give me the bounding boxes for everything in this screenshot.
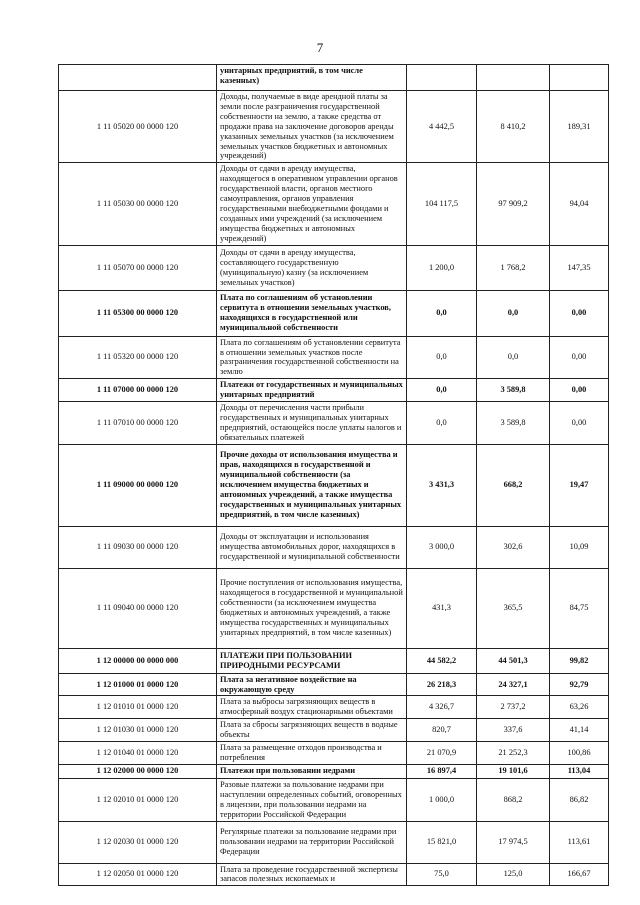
table-row (59, 290, 609, 336)
row-code: 1 12 02000 00 0000 120 (59, 764, 217, 778)
row-plan-value: 21 070,9 (407, 742, 477, 765)
row-plan-value (407, 65, 477, 91)
table-row (59, 402, 609, 445)
table-row (59, 719, 609, 742)
table-row (59, 764, 609, 778)
row-code: 1 12 01040 01 0000 120 (59, 742, 217, 765)
row-name: Доходы, получаемые в виде арендной платы за земли после разграничения государственной собственности на землю, а также средства от продажи права на заключение договоров аренды указанных земельных участков (за исключением земельных участков бюджетных и автономных учреждений) (217, 91, 407, 163)
row-name: Плата за проведение государственной экспертизы запасов полезных ископаемых и (217, 863, 407, 886)
row-fact-value: 337,6 (477, 719, 550, 742)
row-name: унитарных предприятий, в том числе казенных) (217, 65, 407, 91)
row-name: Плата по соглашениям об установлении сервитута в отношении земельных участков, находящихся в государственной или муниципальной собственности (217, 290, 407, 336)
table-row (59, 336, 609, 379)
row-fact-value: 17 974,5 (477, 821, 550, 863)
row-fact-value: 1 768,2 (477, 245, 550, 290)
row-name: ПЛАТЕЖИ ПРИ ПОЛЬЗОВАНИИ ПРИРОДНЫМИ РЕСУРСАМИ (217, 648, 407, 673)
row-code: 1 12 02030 01 0000 120 (59, 821, 217, 863)
table-row (59, 821, 609, 863)
row-percent: 94,04 (550, 163, 609, 245)
row-code: 1 12 01030 01 0000 120 (59, 719, 217, 742)
row-percent: 113,61 (550, 821, 609, 863)
row-percent: 0,00 (550, 402, 609, 445)
row-plan-value: 16 897,4 (407, 764, 477, 778)
row-plan-value: 0,0 (407, 336, 477, 379)
row-plan-value: 1 000,0 (407, 778, 477, 821)
row-percent: 189,31 (550, 91, 609, 163)
row-fact-value: 3 589,8 (477, 402, 550, 445)
row-code: 1 12 02050 01 0000 120 (59, 863, 217, 886)
row-name: Плата за негативное воздействие на окружающую среду (217, 673, 407, 696)
row-code: 1 12 00000 00 0000 000 (59, 648, 217, 673)
row-plan-value: 4 442,5 (407, 91, 477, 163)
row-fact-value: 44 501,3 (477, 648, 550, 673)
row-plan-value: 431,3 (407, 568, 477, 648)
row-plan-value: 820,7 (407, 719, 477, 742)
row-name: Доходы от перечисления части прибыли государственных и муниципальных унитарных предприятий, остающейся после уплаты налогов и обязательных платежей (217, 402, 407, 445)
row-percent: 41,14 (550, 719, 609, 742)
row-plan-value: 0,0 (407, 290, 477, 336)
row-plan-value: 75,0 (407, 863, 477, 886)
row-percent (550, 65, 609, 91)
revenue-table-body (59, 65, 609, 886)
row-code: 1 12 01010 01 0000 120 (59, 696, 217, 719)
row-fact-value: 365,5 (477, 568, 550, 648)
row-code: 1 11 09000 00 0000 120 (59, 444, 217, 526)
row-percent: 0,00 (550, 379, 609, 402)
table-row (59, 91, 609, 163)
row-name: Разовые платежи за пользование недрами при наступлении определенных событий, оговоренных в лицензии, при пользовании недрами на территории Российской Федерации (217, 778, 407, 821)
table-row (59, 742, 609, 765)
row-percent: 147,35 (550, 245, 609, 290)
row-name: Платежи от государственных и муниципальных унитарных предприятий (217, 379, 407, 402)
row-percent: 166,67 (550, 863, 609, 886)
row-name: Прочие доходы от использования имущества и прав, находящихся в государственной и муниципальной собственности (за исключением имущества бюджетных и автономных учреждений, а также имущества государственных и муниципальных унитарных предприятий, в том числе казенных) (217, 444, 407, 526)
row-fact-value: 21 252,3 (477, 742, 550, 765)
row-name: Плата за размещение отходов производства и потребления (217, 742, 407, 765)
row-code: 1 11 05320 00 0000 120 (59, 336, 217, 379)
row-fact-value: 97 909,2 (477, 163, 550, 245)
row-percent: 100,86 (550, 742, 609, 765)
row-name: Доходы от эксплуатации и использования имущества автомобильных дорог, находящихся в государственной и муниципальной собственности (217, 526, 407, 568)
row-percent: 63,26 (550, 696, 609, 719)
page-number: 7 (316, 40, 324, 55)
row-plan-value: 104 117,5 (407, 163, 477, 245)
row-fact-value (477, 65, 550, 91)
row-name: Регулярные платежи за пользование недрами при пользовании недрами на территории Российской Федерации (217, 821, 407, 863)
row-plan-value: 0,0 (407, 402, 477, 445)
row-percent: 113,04 (550, 764, 609, 778)
row-fact-value: 125,0 (477, 863, 550, 886)
table-row (59, 778, 609, 821)
row-percent: 19,47 (550, 444, 609, 526)
row-code: 1 11 05030 00 0000 120 (59, 163, 217, 245)
table-row (59, 379, 609, 402)
table-row (59, 65, 609, 91)
table-row (59, 444, 609, 526)
table-row (59, 568, 609, 648)
row-name: Прочие поступления от использования имущества, находящегося в государственной и муниципальной собственности (за исключением имущества бюджетных и автономных учреждений, а также имущества государственных и муниципальных унитарных предприятий, в том числе казенных) (217, 568, 407, 648)
row-percent: 10,09 (550, 526, 609, 568)
row-code: 1 11 05300 00 0000 120 (59, 290, 217, 336)
row-code: 1 12 02010 01 0000 120 (59, 778, 217, 821)
row-percent: 84,75 (550, 568, 609, 648)
row-name: Плата за выбросы загрязняющих веществ в атмосферный воздух стационарными объектами (217, 696, 407, 719)
row-fact-value: 8 410,2 (477, 91, 550, 163)
row-fact-value: 302,6 (477, 526, 550, 568)
row-code: 1 11 05020 00 0000 120 (59, 91, 217, 163)
row-fact-value: 24 327,1 (477, 673, 550, 696)
row-name: Платежи при пользовании недрами (217, 764, 407, 778)
row-name: Доходы от сдачи в аренду имущества, находящегося в оперативном управлении органов государственной власти, органов местного самоуправления, органов управления государственными внебюджетными фондами и созданных ими учреждений (за исключением имущества бюджетных и автономных учреждений) (217, 163, 407, 245)
row-plan-value: 44 582,2 (407, 648, 477, 673)
row-fact-value: 668,2 (477, 444, 550, 526)
row-fact-value: 2 737,2 (477, 696, 550, 719)
row-fact-value: 0,0 (477, 290, 550, 336)
table-row (59, 526, 609, 568)
row-percent: 86,82 (550, 778, 609, 821)
row-percent: 0,00 (550, 290, 609, 336)
row-fact-value: 19 101,6 (477, 764, 550, 778)
row-plan-value: 0,0 (407, 379, 477, 402)
table-row (59, 245, 609, 290)
row-code: 1 11 05070 00 0000 120 (59, 245, 217, 290)
row-plan-value: 3 000,0 (407, 526, 477, 568)
row-plan-value: 26 218,3 (407, 673, 477, 696)
row-plan-value: 1 200,0 (407, 245, 477, 290)
row-fact-value: 0,0 (477, 336, 550, 379)
row-percent: 92,79 (550, 673, 609, 696)
table-row (59, 648, 609, 673)
row-code: 1 11 07010 00 0000 120 (59, 402, 217, 445)
row-code: 1 11 07000 00 0000 120 (59, 379, 217, 402)
row-fact-value: 868,2 (477, 778, 550, 821)
row-percent: 99,82 (550, 648, 609, 673)
row-plan-value: 15 821,0 (407, 821, 477, 863)
row-name: Плата за сбросы загрязняющих веществ в водные объекты (217, 719, 407, 742)
row-name: Доходы от сдачи в аренду имущества, составляющего государственную (муниципальную) казну (за исключением земельных участков) (217, 245, 407, 290)
row-plan-value: 3 431,3 (407, 444, 477, 526)
table-row (59, 696, 609, 719)
row-name: Плата по соглашениям об установлении сервитута в отношении земельных участков после разграничения государственной собственности на землю (217, 336, 407, 379)
table-row (59, 863, 609, 886)
row-percent: 0,00 (550, 336, 609, 379)
revenue-table (58, 64, 609, 886)
row-code: 1 11 09030 00 0000 120 (59, 526, 217, 568)
row-fact-value: 3 589,8 (477, 379, 550, 402)
table-row (59, 673, 609, 696)
row-code: 1 11 09040 00 0000 120 (59, 568, 217, 648)
row-plan-value: 4 326,7 (407, 696, 477, 719)
row-code: 1 12 01000 01 0000 120 (59, 673, 217, 696)
row-code (59, 65, 217, 91)
table-row (59, 163, 609, 245)
